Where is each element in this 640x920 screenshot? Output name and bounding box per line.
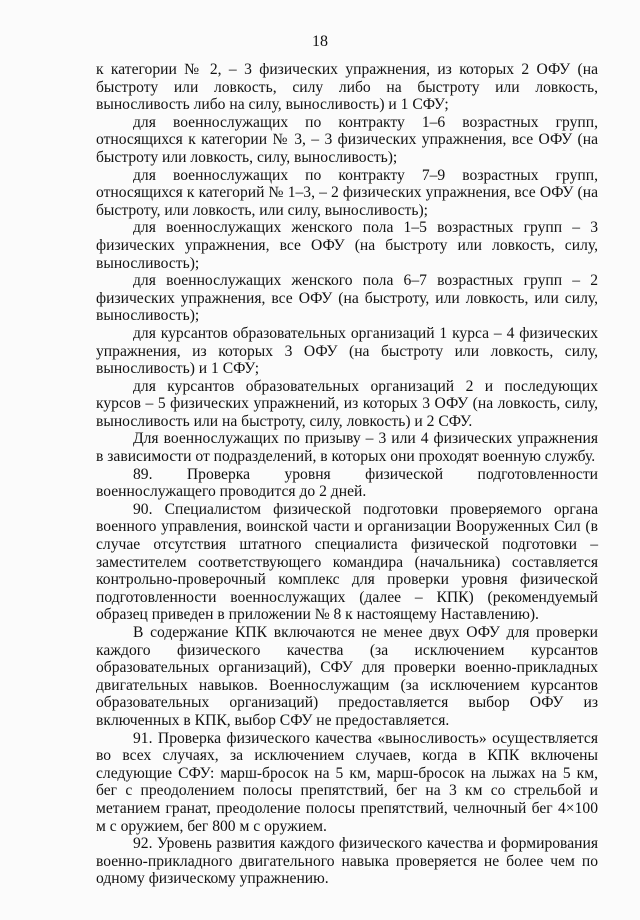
- paragraph-90: 90. Специалистом физической подготовки проверяемого органа военного управления, воинской части и организации Вооруженных Сил (в случае отсутствия штатного специалиста физической подготовки – заместителем соответствующего командира (начальника) составляется контрольно-проверочный комплекс для проверки уровня физической подготовленности военнослужащих (далее – КПК) (рекомендуемый образец приведен в приложении № 8 к настоящему Наставлению).: [96, 500, 598, 624]
- document-body: [96, 61, 598, 888]
- paragraph-conscripts: Для военнослужащих по призыву – 3 или 4 физических упражнения в зависимости от подразделений, в которых они проходят военную службу.: [96, 430, 598, 466]
- paragraph-89: 89. Проверка уровня физической подготовленности военнослужащего проводится до 2 дней.: [96, 465, 598, 501]
- paragraph-cadets-1-course: для курсантов образовательных организаций 1 курса – 4 физических упражнения, из которых 3 ОФУ (на быстроту или ловкость, силу, выносливость) и 1 СФУ;: [96, 324, 598, 378]
- paragraph-category-2: к категории № 2, – 3 физических упражнения, из которых 2 ОФУ (на быстроту или ловкость, силу либо на быстроту или ловкость, выносливость либо на силу, выносливость) и 1 СФУ;: [96, 61, 598, 114]
- paragraph-contract-7-9: для военнослужащих по контракту 7–9 возрастных групп, относящихся к категорий № 1–3, – 2 физических упражнения, все ОФУ (на быстроту, или ловкость, или силу, выносливость);: [96, 166, 598, 219]
- paragraph-female-1-5: для военнослужащих женского пола 1–5 возрастных групп – 3 физических упражнения, все ОФУ (на быстроту или ловкость, силу, выносливость);: [96, 219, 598, 272]
- paragraph-kpk-content: В содержание КПК включаются не менее двух ОФУ для проверки каждого физического качества (за исключением курсантов образовательных организаций), СФУ для проверки военно-прикладных двигательных навыков. Военнослужащим (за исключением курсантов образовательных организаций) предоставляется выбор ОФУ из включенных в КПК, выбор СФУ не предоставляется.: [96, 624, 598, 729]
- paragraph-contract-1-6: для военнослужащих по контракту 1–6 возрастных групп, относящихся к категории № 3, – 3 физических упражнения, все ОФУ (на быстроту или ловкость, силу, выносливость);: [96, 113, 598, 166]
- paragraph-91: 91. Проверка физического качества «выносливость» осуществляется во всех случаях, за исключением случаев, когда в КПК включены следующие СФУ: марш-бросок на 5 км, марш-бросок на лыжах на 5 км, бег с преодолением полосы препятствий, бег на 3 км со стрельбой и метанием гранат, преодоление полосы препятствий, челночный бег 4×100 м с оружием, бег 800 м с оружием.: [96, 729, 598, 835]
- paragraph-cadets-2-course: для курсантов образовательных организаций 2 и последующих курсов – 5 физических упражнений, из которых 3 ОФУ (на ловкость, силу, выносливость или на быстроту, силу, ловкость) и 2 СФУ.: [96, 377, 598, 430]
- paragraph-92: 92. Уровень развития каждого физического качества и формирования военно-прикладного двигательного навыка проверяется не более чем по одному физическому упражнению.: [96, 835, 598, 888]
- paragraph-female-6-7: для военнослужащих женского пола 6–7 возрастных групп – 2 физических упражнения, все ОФУ (на быстроту, или ловкость, или силу, выносливость);: [96, 272, 598, 325]
- page-number: 18: [312, 33, 328, 50]
